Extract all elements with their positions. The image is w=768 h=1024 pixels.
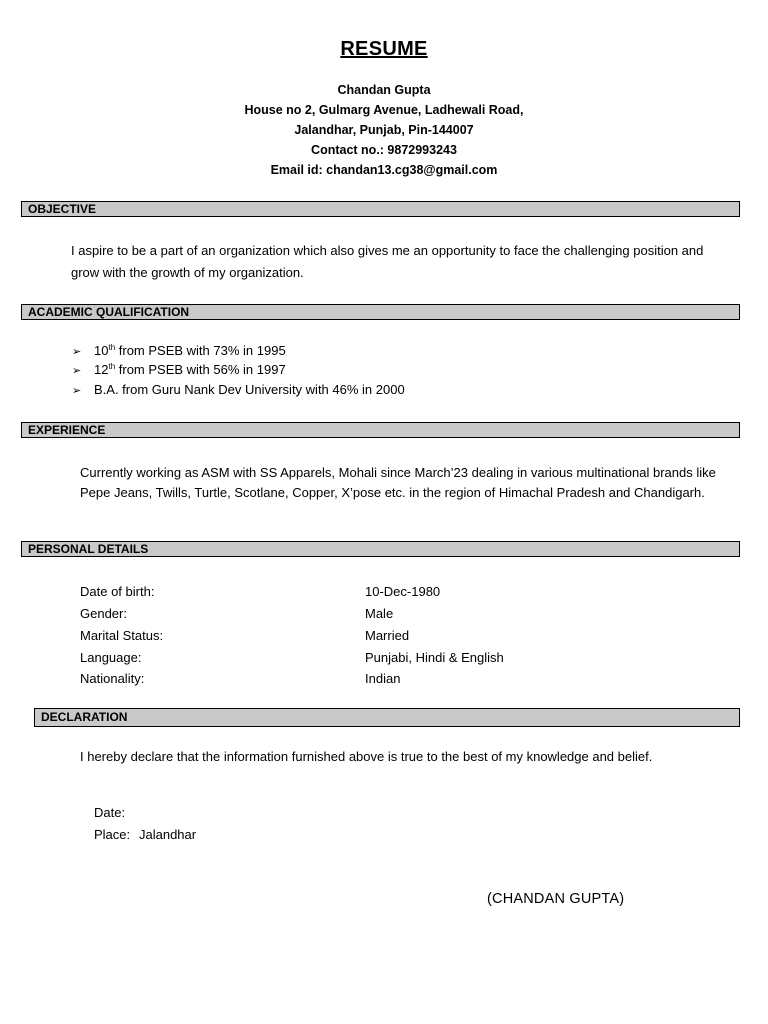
dob-value: 10-Dec-1980 — [365, 584, 441, 599]
academic-item-text: from PSEB with 73% in 1995 — [115, 343, 286, 358]
academic-item-sup: th — [108, 343, 116, 352]
resume-title: RESUME — [340, 38, 428, 60]
personal-details-heading: PERSONAL DETAILS — [28, 542, 149, 556]
academic-item — [72, 341, 286, 360]
objective-header — [21, 201, 740, 217]
declaration-header — [34, 708, 740, 727]
place-value: Jalandhar — [139, 827, 197, 842]
signature-name: (CHANDAN GUPTA) — [487, 891, 625, 907]
academic-header — [21, 304, 740, 320]
academic-item-prefix: 12 — [94, 362, 109, 377]
personal-details-header — [21, 541, 740, 557]
marital-status-label: Marital Status: — [80, 628, 164, 643]
experience-text: Currently working as ASM with SS Apparels, Mohali since March’23 dealing in various multinational brands like Pepe Jeans, Twills, Turtle, Scotlane, Copper, X’pose etc. in the region of Himachal Pradesh and Chandigarh. — [80, 465, 716, 500]
gender-value: Male — [365, 606, 394, 621]
experience-header — [21, 422, 740, 438]
academic-item — [72, 380, 405, 399]
academic-heading: ACADEMIC QUALIFICATION — [28, 305, 190, 319]
place-label: Place: — [94, 827, 131, 842]
declaration-heading: DECLARATION — [41, 710, 128, 724]
date-label: Date: — [94, 805, 126, 820]
arrow-bullet-icon: ➢ — [72, 365, 82, 377]
academic-item-sup: th — [108, 362, 116, 371]
gender-label: Gender: — [80, 606, 127, 621]
email-address: Email id: chandan13.cg38@gmail.com — [270, 163, 498, 177]
objective-heading: OBJECTIVE — [28, 202, 97, 216]
contact-number: Contact no.: 9872993243 — [311, 143, 457, 157]
academic-item-prefix: 10 — [94, 343, 109, 358]
arrow-bullet-icon: ➢ — [72, 346, 82, 358]
academic-item-prefix: B.A. from Guru Nank Dev University with 46% in 2000 — [94, 382, 405, 397]
objective-text: I aspire to be a part of an organization which also gives me an opportunity to face the challenging position and grow with the growth of my organization. — [71, 243, 704, 280]
language-label: Language: — [80, 650, 142, 665]
nationality-value: Indian — [365, 671, 401, 686]
marital-status-value: Married — [365, 628, 410, 643]
language-value: Punjabi, Hindi & English — [365, 650, 504, 665]
address-line-1: House no 2, Gulmarg Avenue, Ladhewali Road, — [244, 103, 524, 117]
academic-item-text: from PSEB with 56% in 1997 — [115, 362, 286, 377]
declaration-text: I hereby declare that the information furnished above is true to the best of my knowledge and belief. — [80, 749, 653, 764]
nationality-label: Nationality: — [80, 671, 145, 686]
experience-heading: EXPERIENCE — [28, 423, 106, 437]
arrow-bullet-icon: ➢ — [72, 385, 82, 397]
address-line-2: Jalandhar, Punjab, Pin-144007 — [294, 123, 474, 137]
academic-item — [72, 360, 286, 379]
dob-label: Date of birth: — [80, 584, 155, 599]
candidate-name: Chandan Gupta — [337, 83, 431, 97]
